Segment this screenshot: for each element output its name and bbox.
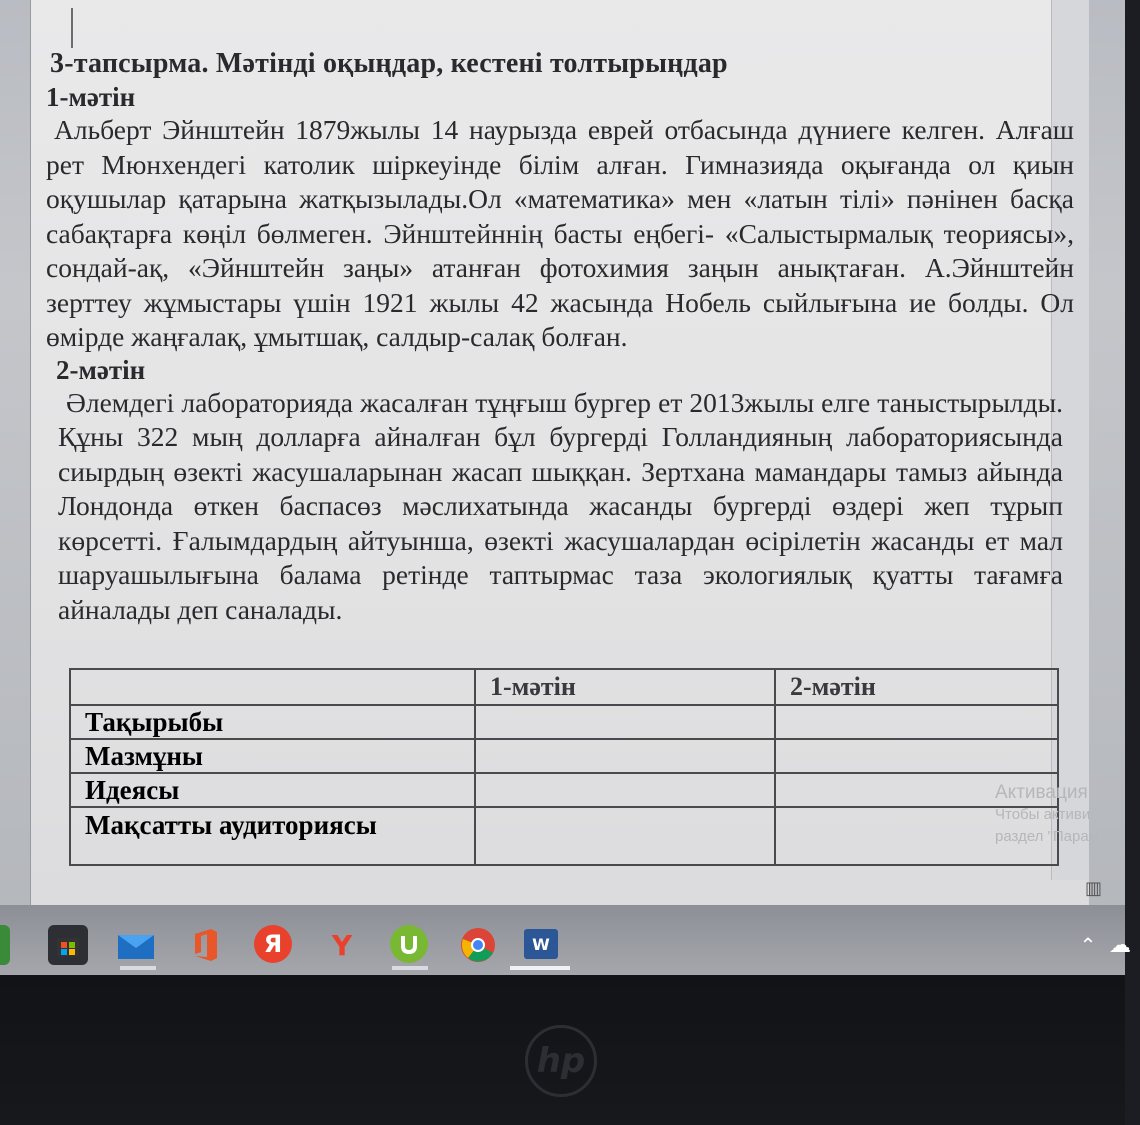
word-icon[interactable]: W	[524, 929, 558, 959]
active-indicator	[120, 966, 156, 970]
store-icon-glyph	[55, 932, 81, 958]
row-label-content[interactable]: Мазмұны	[70, 739, 475, 773]
table-header-text2[interactable]: 2-мәтін	[775, 669, 1058, 705]
table-corner-cell[interactable]	[70, 669, 475, 705]
table-header-row	[70, 669, 1058, 705]
table-cell[interactable]	[475, 739, 775, 773]
table-cell[interactable]	[775, 739, 1058, 773]
yandex-icon[interactable]: Y	[331, 928, 353, 962]
active-indicator	[510, 966, 570, 970]
table-row	[70, 739, 1058, 773]
hp-logo: hp	[525, 1025, 597, 1097]
chrome-icon[interactable]	[458, 925, 498, 965]
comparison-table[interactable]	[69, 668, 1059, 866]
watermark-line: Чтобы активи	[995, 806, 1091, 823]
table-row	[70, 705, 1058, 739]
office-icon[interactable]	[186, 925, 226, 965]
office-icon-glyph	[191, 928, 221, 962]
start-menu-icon[interactable]	[0, 925, 10, 965]
mail-icon[interactable]	[116, 925, 156, 965]
row-label-topic[interactable]: Тақырыбы	[70, 705, 475, 739]
table-cell[interactable]	[775, 705, 1058, 739]
text2-heading: 2-мәтін	[56, 354, 146, 385]
store-icon[interactable]	[48, 925, 88, 965]
page-margin-marker	[71, 8, 73, 48]
table-row	[70, 773, 1058, 807]
document-content	[46, 48, 1074, 627]
text2-body: Әлемдегі лабораторияда жасалған тұңғыш бургер ет 2013жылы елге таныстырылды. Құны 322 мың долларға айналған бұл бургерді Голландияның лабораториясында сиырдың өзекті жасушаларынан жасап шыққан. Зертхана мамандары тамыз айында Лондонда өткен баспасөз мәслихатында жасанды бургерді өздері жеп тұрып көрсетті. Ғалымдардың айтуынша, өзекті жасушалардан өсірілетін жасанды ет мал шаруашылығына балама ретінде таптырмас таза экологиялық қуатты тағамға айналады деп саналады.	[58, 386, 1063, 625]
watermark-line: раздел "Парам	[995, 828, 1100, 845]
read-mode-icon[interactable]: ▥	[1085, 878, 1103, 899]
cloud-icon[interactable]: ☁	[1109, 932, 1131, 958]
utorrent-icon[interactable]	[390, 925, 428, 963]
text1-body: Альберт Эйнштейн 1879жылы 14 наурызда еврей отбасында дүниеге келген. Алғаш рет Мюнхендегі католик шіркеуінде білім алған. Гимназияда оқығанда ол қиын оқушылар қатарына жатқызылады.Ол «математика» мен «латын тілі» пәнінен басқа сабақтарға көңіл бөлмеген. Эйнштейннің басты еңбегі- «Салыстырмалық теориясы», сондай-ақ, «Эйнштейн заңы» атанған фотохимия заңын анықтаған. А.Эйнштейн зерттеу жұмыстары үшін 1921 жылы 42 жасында Нобель сыйлығына ие болды. Ол өмірде жаңғалақ, ұмытшақ, салдыр-салақ болған.	[46, 114, 1074, 352]
table-row	[70, 807, 1058, 865]
table-cell[interactable]	[475, 773, 775, 807]
watermark-line: Активация	[995, 782, 1088, 803]
chevron-up-icon[interactable]: ⌃	[1079, 933, 1097, 957]
active-indicator	[392, 966, 428, 970]
chrome-icon-glyph	[460, 927, 496, 963]
utorrent-icon-glyph	[398, 933, 420, 955]
yandex-browser-icon[interactable]: Я	[254, 925, 292, 963]
mail-icon-glyph	[117, 930, 155, 960]
document-page[interactable]	[30, 0, 1089, 905]
task-title: 3-тапсырма. Мәтінді оқыңдар, кестені толтырыңдар	[50, 48, 728, 79]
row-label-idea[interactable]: Идеясы	[70, 773, 475, 807]
table-cell[interactable]	[475, 807, 775, 865]
table-header-text1[interactable]: 1-мәтін	[475, 669, 775, 705]
table-cell[interactable]	[475, 705, 775, 739]
row-label-audience[interactable]: Мақсатты аудиториясы	[70, 807, 475, 865]
taskbar	[0, 905, 1131, 975]
windows-activation-watermark	[995, 782, 1099, 848]
text1-heading: 1-мәтін	[46, 82, 136, 112]
